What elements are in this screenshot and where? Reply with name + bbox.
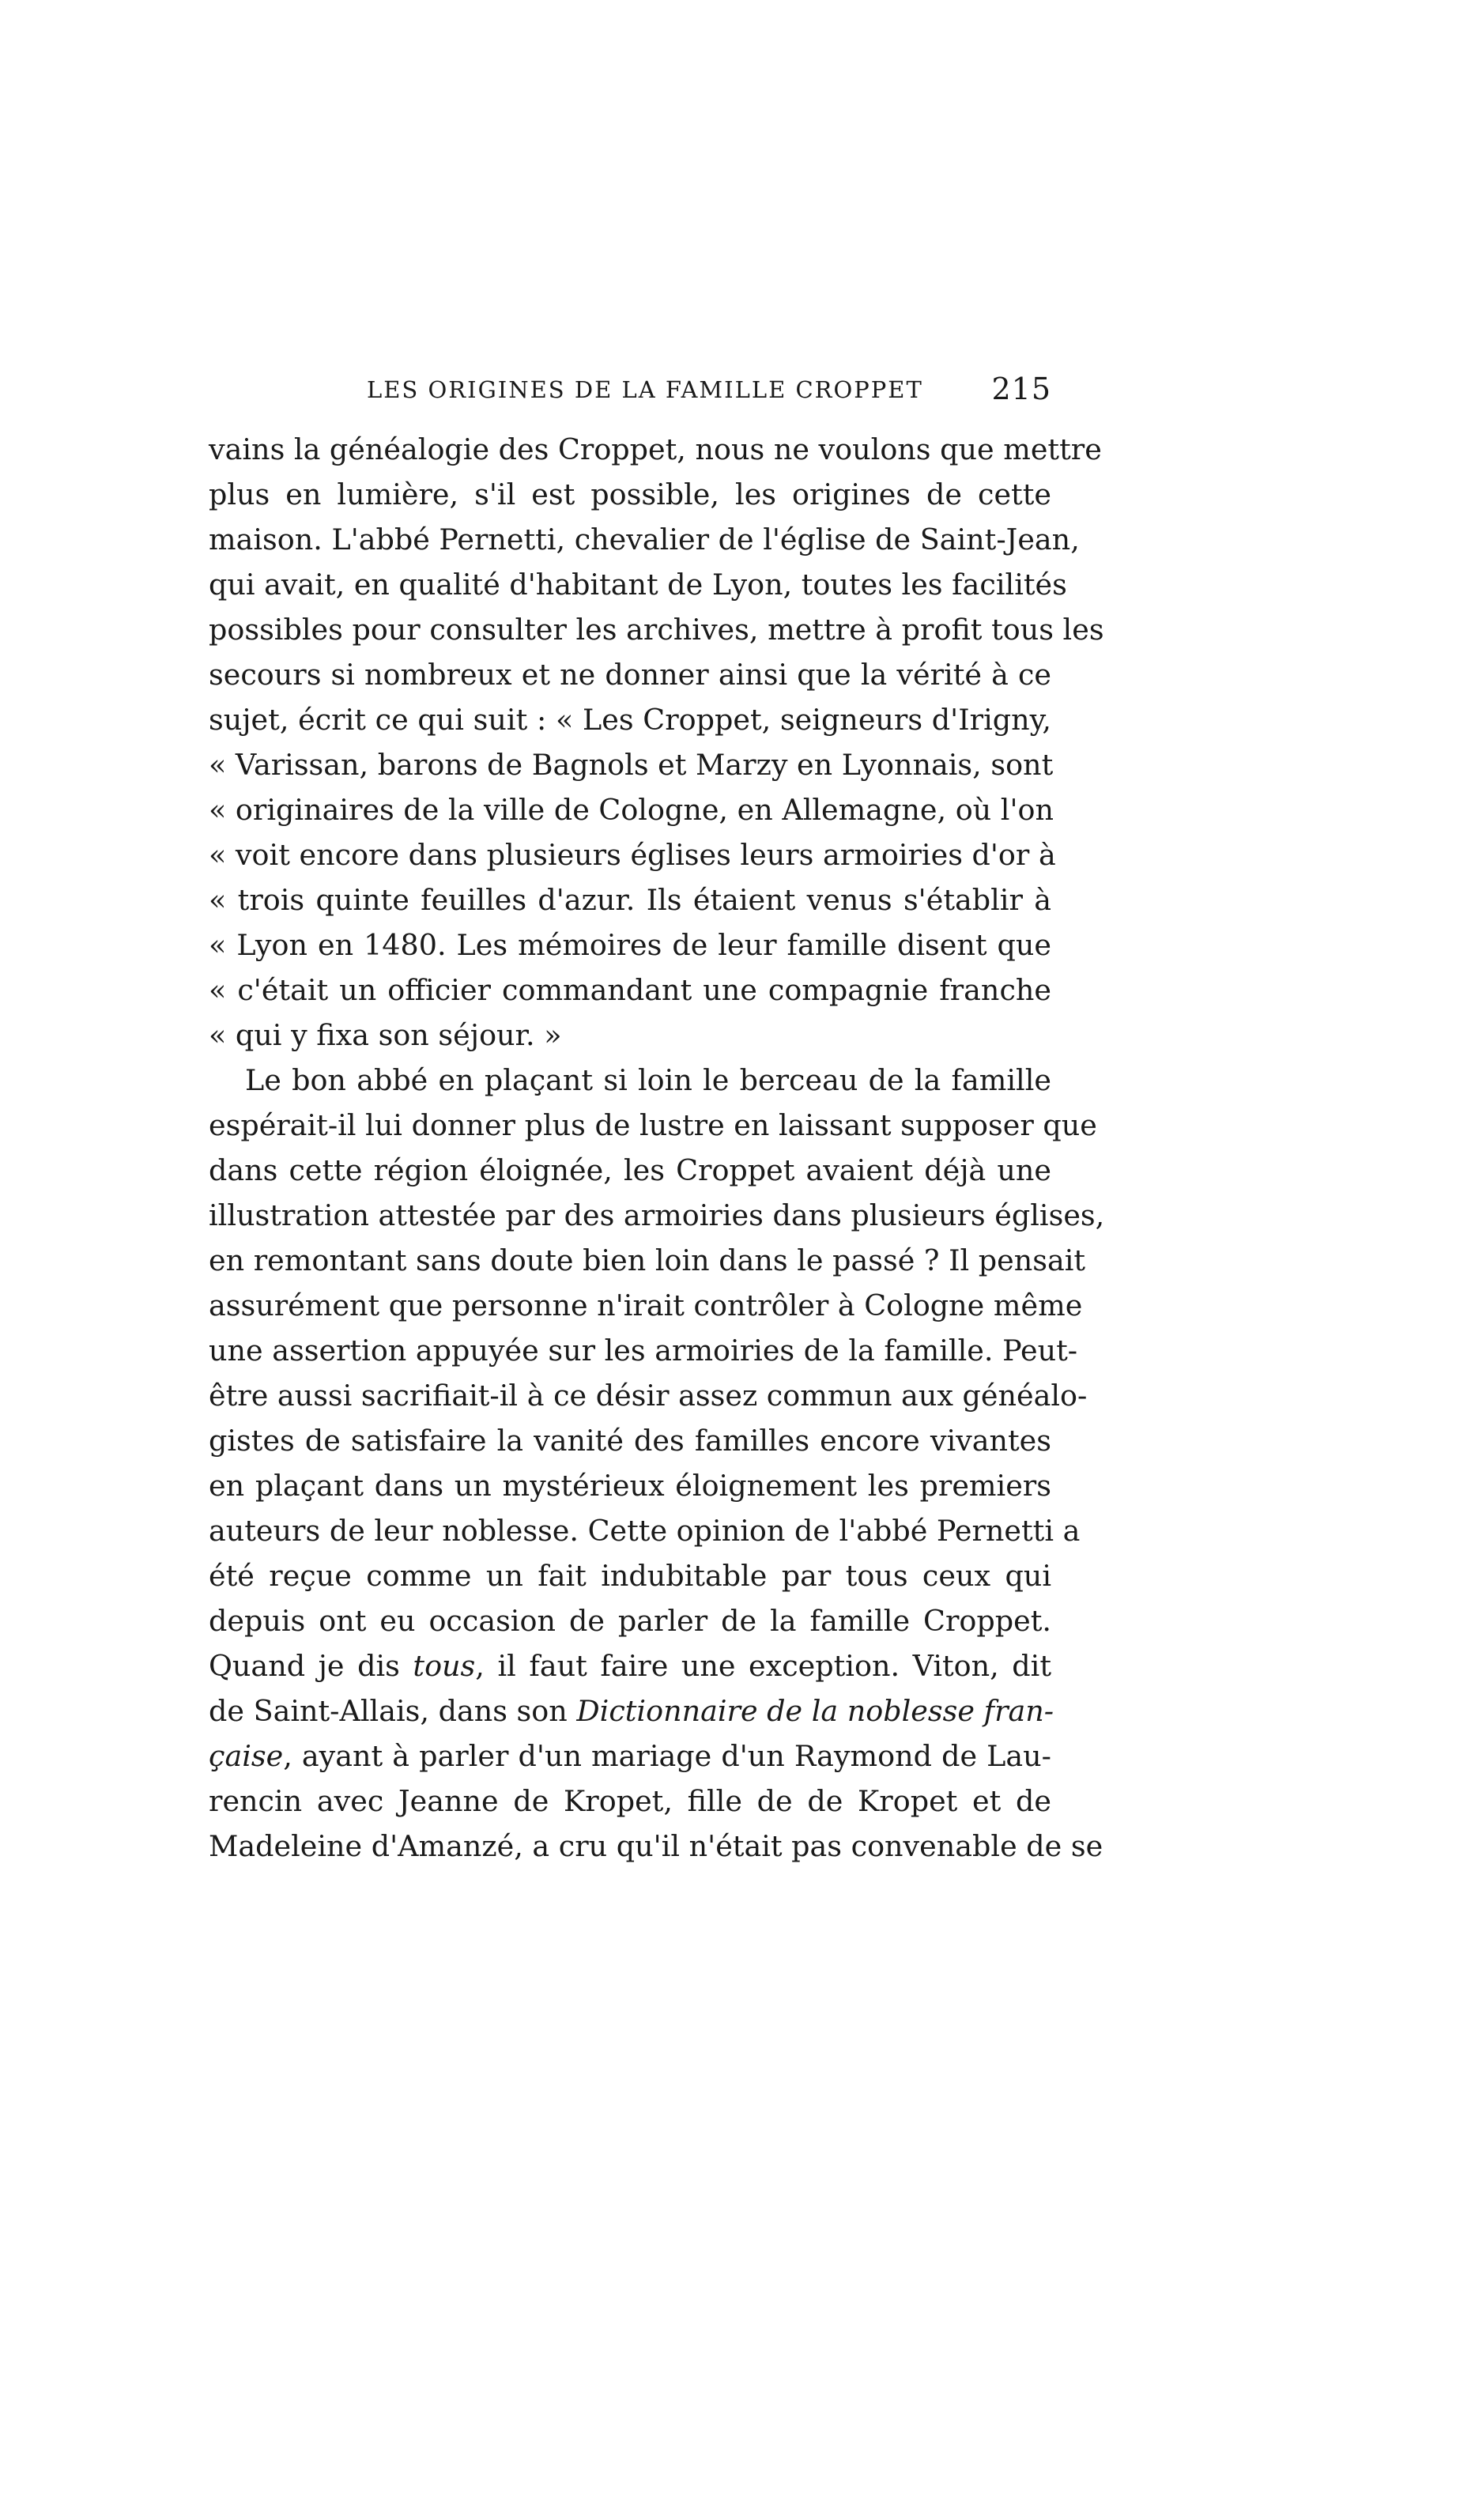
text-line: en plaçant dans un mystérieux éloignement les premiers — [209, 1469, 1051, 1503]
text-line: rencin avec Jeanne de Kropet, fille de de Kropet et de — [209, 1784, 1051, 1818]
text-line: « qui y fixa son séjour. » — [209, 1018, 562, 1052]
text-line: assurément que personne n'irait contrôler à Cologne même — [209, 1288, 1083, 1322]
body-text — [209, 427, 1105, 1869]
text-line: secours si nombreux et ne donner ainsi que la vérité à ce — [209, 658, 1051, 692]
text-line: « originaires de la ville de Cologne, en Allemagne, où l'on — [209, 793, 1054, 827]
text-line: possibles pour consulter les archives, mettre à profit tous les — [209, 613, 1104, 647]
text-line: de Saint-Allais, dans son Dictionnaire de la noblesse fran- — [209, 1694, 1054, 1728]
running-title: LES ORIGINES DE LA FAMILLE CROPPET — [367, 376, 923, 403]
text-line: « c'était un officier commandant une compagnie franche — [209, 973, 1051, 1007]
text-line: « trois quinte feuilles d'azur. Ils étaient venus s'établir à — [209, 883, 1051, 917]
text-line: Madeleine d'Amanzé, a cru qu'il n'était pas convenable de se — [209, 1829, 1103, 1863]
text-line: sujet, écrit ce qui suit : « Les Croppet, seigneurs d'Irigny, — [209, 703, 1051, 737]
text-line: auteurs de leur noblesse. Cette opinion de l'abbé Pernetti a — [209, 1514, 1081, 1548]
text-line: une assertion appuyée sur les armoiries de la famille. Peut- — [209, 1334, 1078, 1368]
book-page — [209, 372, 1105, 1869]
page-number: 215 — [991, 372, 1051, 406]
text-line: Quand je dis tous, il faut faire une exception. Viton, dit — [209, 1649, 1052, 1683]
text-line: été reçue comme un fait indubitable par tous ceux qui — [209, 1559, 1051, 1593]
text-line: depuis ont eu occasion de parler de la famille Croppet. — [209, 1604, 1051, 1638]
text-line: gistes de satisfaire la vanité des familles encore vivantes — [209, 1424, 1051, 1458]
text-line: « voit encore dans plusieurs églises leurs armoiries d'or à — [209, 838, 1056, 872]
italic-emphasis: tous — [413, 1649, 476, 1683]
italic-emphasis: Dictionnaire de la noblesse fran- — [576, 1694, 1054, 1728]
text-line: qui avait, en qualité d'habitant de Lyon, toutes les facilités — [209, 568, 1067, 602]
text-line: plus en lumière, s'il est possible, les origines de cette — [209, 477, 1051, 511]
text-line: vains la généalogie des Croppet, nous ne voulons que mettre — [209, 432, 1102, 466]
text-line: espérait-il lui donner plus de lustre en laissant supposer que — [209, 1108, 1097, 1142]
running-head — [209, 372, 1051, 421]
text-line: dans cette région éloignée, les Croppet avaient déjà une — [209, 1153, 1051, 1187]
text-line: être aussi sacrifiait-il à ce désir assez commun aux généalo- — [209, 1379, 1088, 1413]
text-line: « Varissan, barons de Bagnols et Marzy en Lyonnais, sont — [209, 748, 1054, 782]
text-line: maison. L'abbé Pernetti, chevalier de l'église de Saint-Jean, — [209, 522, 1080, 556]
text-line: Le bon abbé en plaçant si loin le berceau de la famille — [245, 1063, 1051, 1097]
italic-emphasis: çaise — [209, 1739, 284, 1773]
text-line: illustration attestée par des armoiries dans plusieurs églises, — [209, 1198, 1105, 1232]
text-line: en remontant sans doute bien loin dans le passé ? Il pensait — [209, 1243, 1086, 1277]
text-line: çaise, ayant à parler d'un mariage d'un Raymond de Lau- — [209, 1739, 1051, 1773]
text-line: « Lyon en 1480. Les mémoires de leur famille disent que — [209, 928, 1051, 962]
